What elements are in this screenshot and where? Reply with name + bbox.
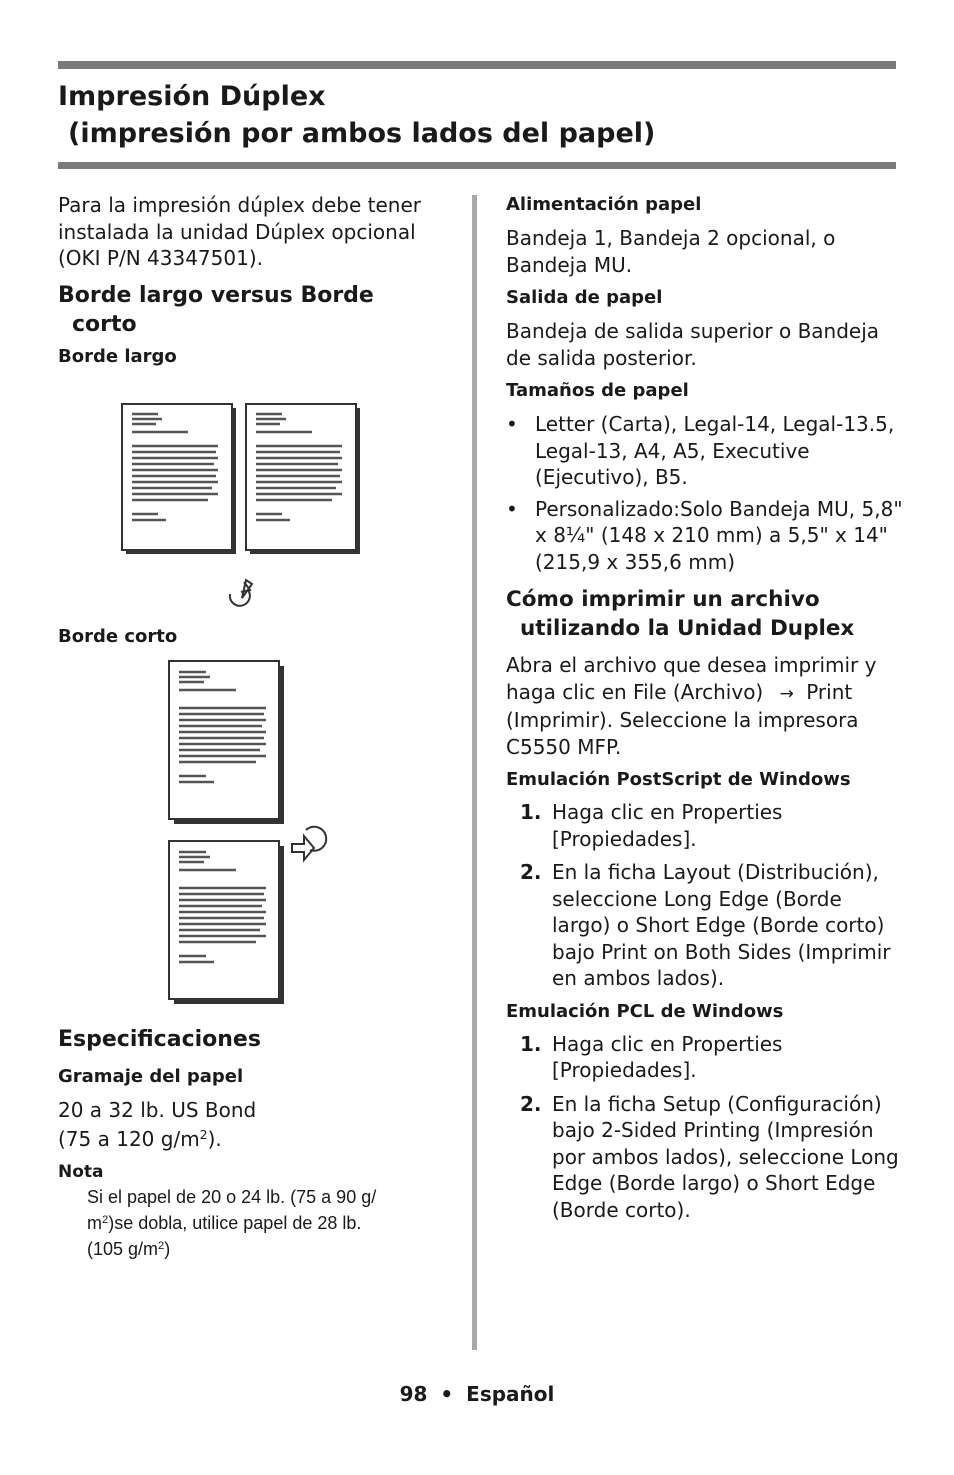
bullet-icon: • xyxy=(506,496,518,521)
long-edge-page-right xyxy=(246,404,360,554)
page-footer xyxy=(0,1382,954,1406)
long-edge-page-left xyxy=(122,404,236,554)
salida-text: Bandeja de salida superior o Bandeja de salida posterior. xyxy=(506,319,880,370)
gramaje-line2-end: ). xyxy=(207,1127,222,1151)
nota-line1: Si el papel de 20 o 24 lb. (75 a 90 g/ xyxy=(87,1187,377,1207)
nota-line3: (105 g/m xyxy=(87,1239,159,1259)
left-column xyxy=(58,192,458,369)
right-column xyxy=(506,193,906,1223)
postscript-steps xyxy=(506,799,906,992)
nota-line3-end: ) xyxy=(164,1239,171,1259)
step-text: Haga clic en Properties [Propiedades]. xyxy=(552,1031,783,1082)
tamanos-heading: Tamaños de papel xyxy=(506,380,689,401)
nota-superscript-2: 2 xyxy=(158,1239,165,1252)
como-heading-line2: utilizando la Unidad Duplex xyxy=(520,616,855,641)
list-item-text: Letter (Carta), Legal-14, Legal-13.5, Legal-13, A4, A5, Executive (Ejecutivo), B5. xyxy=(535,412,895,489)
gramaje-heading: Gramaje del papel xyxy=(58,1066,244,1087)
list-item xyxy=(506,1031,906,1084)
borde-corto-heading: Borde corto xyxy=(58,626,178,647)
como-text-part1: Abra el archivo que desea imprimir y haga clic en File (Archivo) xyxy=(506,653,877,704)
page-number: 98 xyxy=(399,1382,428,1406)
nota-heading: Nota xyxy=(58,1162,104,1182)
gramaje-line2: (75 a 120 g/m xyxy=(58,1127,200,1151)
gramaje-superscript: 2 xyxy=(199,1127,208,1143)
section-heading-borde-line1: Borde largo versus Borde xyxy=(58,282,374,308)
flip-arrow-icon xyxy=(292,827,326,860)
title-underline-rule xyxy=(58,162,896,169)
borde-largo-illustration xyxy=(118,398,362,608)
list-item xyxy=(506,799,906,852)
step-number: 1. xyxy=(520,1031,542,1056)
bullet-icon: • xyxy=(506,412,518,436)
short-edge-page-top xyxy=(169,661,284,824)
step-text: En la ficha Setup (Configuración) bajo 2-Sided Printing (Impresión por ambos lados), seleccione Long Edge (Borde largo) o Short Edge (Borde corto). xyxy=(552,1091,899,1222)
gramaje-text xyxy=(58,1096,458,1154)
step-number: 2. xyxy=(520,860,542,884)
como-heading-line1: Cómo imprimir un archivo xyxy=(506,587,820,612)
gramaje-line1: 20 a 32 lb. US Bond xyxy=(58,1098,257,1122)
footer-language: Español xyxy=(466,1382,555,1406)
intro-paragraph: Para la impresión dúplex debe tener instalada la unidad Dúplex opcional (OKI P/N 43347501). xyxy=(58,193,421,270)
como-text-part2: Print (Imprimir). Seleccione la impresora C5550 MFP. xyxy=(506,679,859,759)
nota-line2: )se dobla, utilice papel de 28 lb. xyxy=(108,1213,362,1233)
tamanos-list xyxy=(506,411,906,575)
section-heading-borde xyxy=(58,281,458,339)
especificaciones-heading: Especificaciones xyxy=(58,1027,261,1052)
step-number: 2. xyxy=(520,1091,542,1116)
list-item xyxy=(506,411,906,491)
como-imprimir-text xyxy=(506,652,906,760)
step-text: Haga clic en Properties [Propiedades]. xyxy=(552,800,783,851)
section-heading-borde-line2: corto xyxy=(72,311,137,337)
list-item xyxy=(506,496,906,576)
title-line-2: (impresión por ambos lados del papel) xyxy=(68,118,656,149)
nota-text xyxy=(58,1184,458,1262)
rotate-arrow-icon xyxy=(230,580,252,606)
salida-heading: Salida de papel xyxy=(506,287,663,308)
nota-m: m xyxy=(87,1213,102,1233)
nota-superscript-1: 2 xyxy=(102,1213,109,1226)
borde-corto-illustration xyxy=(166,658,330,1018)
step-text: En la ficha Layout (Distribución), seleccione Long Edge (Borde largo) o Short Edge (Borde corto) bajo Print on Both Sides (Imprimir en ambos lados). xyxy=(552,860,891,990)
footer-separator: • xyxy=(440,1382,454,1406)
specs-block xyxy=(58,1025,458,1262)
list-item xyxy=(506,1091,906,1224)
short-edge-page-bottom xyxy=(169,841,284,1004)
pcl-heading: Emulación PCL de Windows xyxy=(506,1000,784,1022)
postscript-heading: Emulación PostScript de Windows xyxy=(506,769,851,790)
como-imprimir-heading xyxy=(506,585,906,643)
page-title xyxy=(58,78,655,152)
borde-largo-heading: Borde largo xyxy=(58,345,177,367)
alimentacion-heading: Alimentación papel xyxy=(506,194,702,215)
step-number: 1. xyxy=(520,800,542,824)
list-item-text: Personalizado:Solo Bandeja MU, 5,8" x 8¼" (148 x 210 mm) a 5,5" x 14" (215,9 x 355,6 mm) xyxy=(535,496,903,574)
arrow-right-icon: → xyxy=(779,683,794,704)
top-rule xyxy=(58,61,896,69)
alimentacion-text: Bandeja 1, Bandeja 2 opcional, o Bandeja MU. xyxy=(506,226,836,277)
title-line-1: Impresión Dúplex xyxy=(58,81,326,112)
list-item xyxy=(506,859,906,992)
pcl-steps xyxy=(506,1031,906,1224)
column-divider xyxy=(472,195,477,1350)
